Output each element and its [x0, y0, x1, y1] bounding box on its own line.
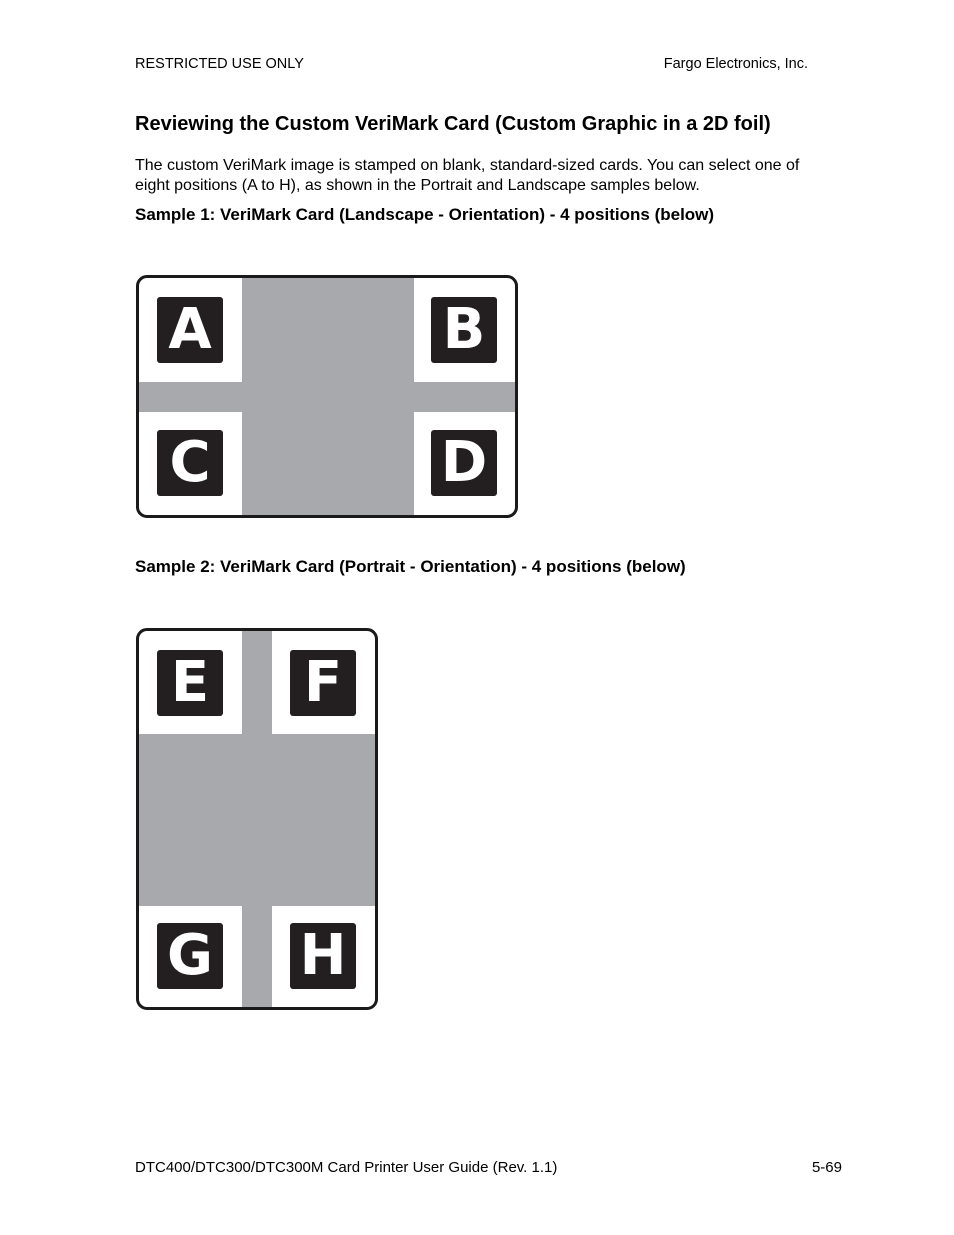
page-number: 5-69	[811, 1159, 842, 1176]
sample2-heading: Sample 2: VeriMark Card (Portrait - Orientation) - 4 positions (below)	[135, 557, 686, 576]
landscape-card-diagram	[136, 275, 518, 518]
position-c: C	[157, 430, 223, 496]
position-b: B	[431, 297, 497, 363]
position-a: A	[157, 297, 223, 363]
intro-paragraph: The custom VeriMark image is stamped on blank, standard-sized cards. You can select one of eight positions (A to H), as shown in the Portrait and Landscape samples below.	[135, 157, 800, 194]
position-e: E	[157, 650, 223, 716]
position-g: G	[157, 923, 223, 989]
position-d: D	[431, 430, 497, 496]
header-left: RESTRICTED USE ONLY	[135, 56, 304, 72]
position-f: F	[290, 650, 356, 716]
page-title: Reviewing the Custom VeriMark Card (Custom Graphic in a 2D foil)	[135, 113, 771, 135]
sample1-heading: Sample 1: VeriMark Card (Landscape - Orientation) - 4 positions (below)	[135, 205, 715, 224]
gray-horizontal-band	[139, 382, 515, 412]
portrait-card-diagram	[136, 628, 378, 1010]
gray-horizontal-band	[139, 734, 375, 906]
footer-left: DTC400/DTC300/DTC300M Card Printer User Guide (Rev. 1.1)	[135, 1159, 558, 1176]
header-right: Fargo Electronics, Inc.	[663, 56, 808, 72]
position-h: H	[290, 923, 356, 989]
